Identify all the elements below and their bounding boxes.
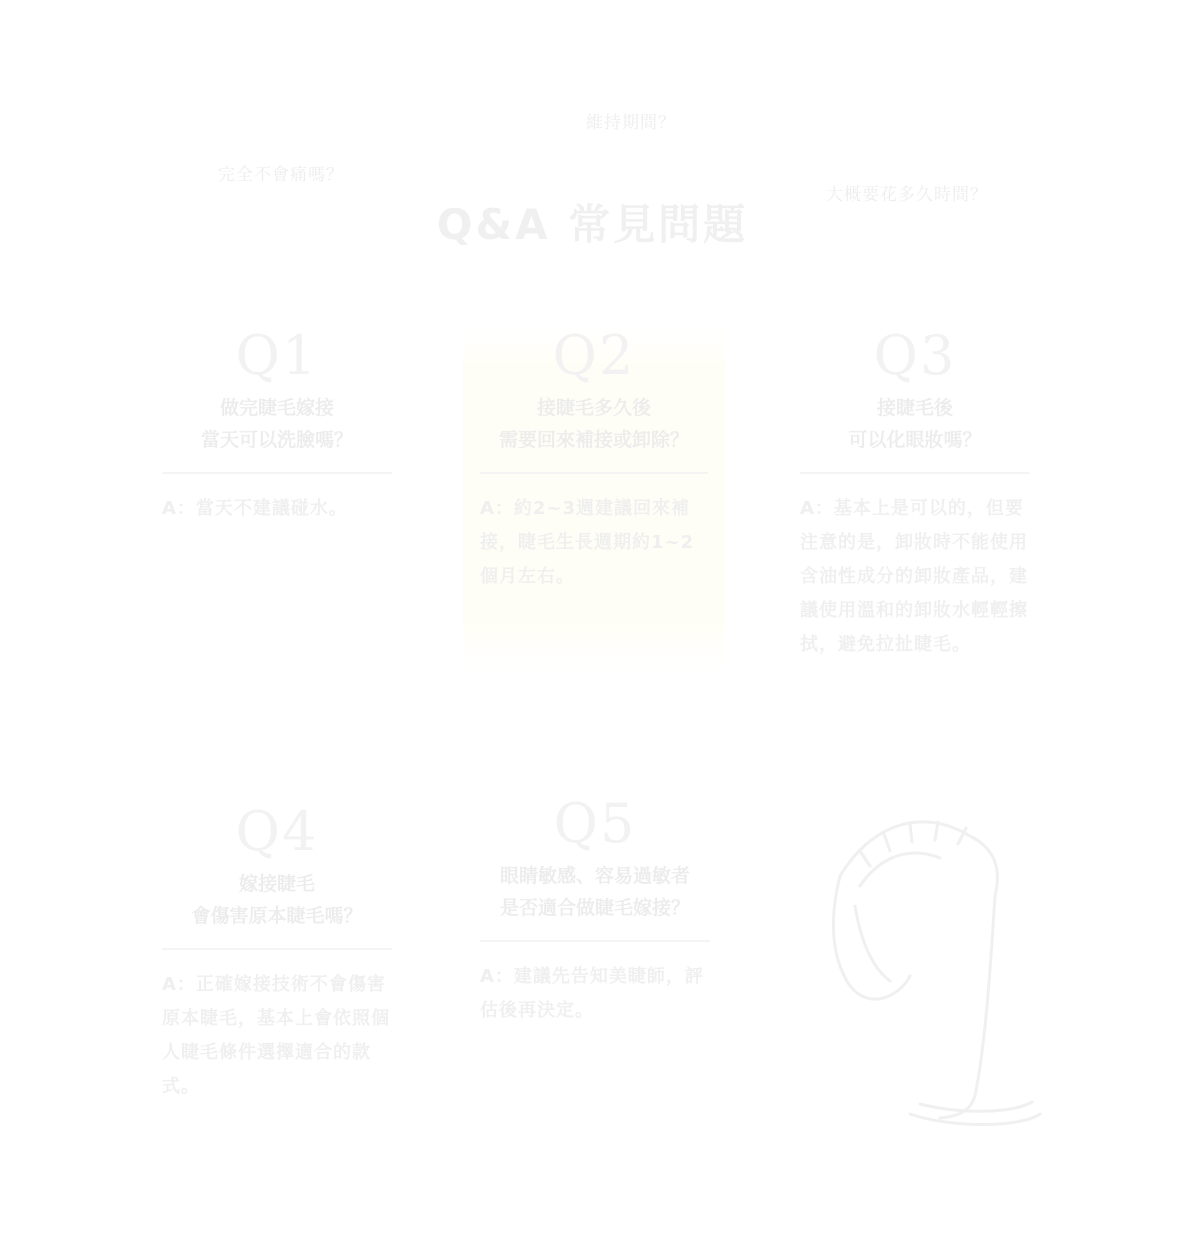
floating-question-top: 維持期間？ <box>586 113 676 133</box>
faq-card-2 <box>463 324 725 674</box>
faq-card-1 <box>162 324 392 526</box>
faq-answer: A：當天不建議碰水。 <box>162 498 348 519</box>
faq-divider <box>800 472 1030 474</box>
faq-number: Q1 <box>235 324 319 387</box>
faq-number: Q5 <box>553 792 637 855</box>
faq-divider <box>480 472 708 474</box>
faq-question: 嫁接睫毛 會傷害原本睫毛嗎？ <box>191 873 363 927</box>
faq-card-3 <box>800 324 1030 662</box>
faq-question: 眼睛敏感、容易過敏者 是否適合做睫毛嫁接？ <box>499 865 690 919</box>
faq-divider <box>162 948 392 950</box>
faq-question: 接睫毛後 可以化眼妝嗎？ <box>848 397 982 451</box>
faq-number: Q3 <box>873 324 957 387</box>
faq-card-4 <box>162 800 392 1104</box>
floating-question-left: 完全不會痛嗎？ <box>218 165 344 185</box>
faq-answer: A：基本上是可以的，但要注意的是，卸妝時不能使用含油性成分的卸妝產品，建議使用溫和的卸妝水輕輕擦拭，避免拉扯睫毛。 <box>800 498 1028 655</box>
faq-answer: A：約2~3週建議回來補接，睫毛生長週期約1~2個月左右。 <box>480 498 695 587</box>
faq-number: Q2 <box>552 324 636 387</box>
eyelash-lamp-illustration-icon <box>800 796 1060 1146</box>
faq-answer: A：正確嫁接技術不會傷害原本睫毛，基本上會依照個人睫毛條件選擇適合的款式。 <box>162 974 390 1097</box>
faq-question: 接睫毛多久後 需要回來補接或卸除？ <box>498 397 689 451</box>
faq-answer: A：建議先告知美睫師，評估後再決定。 <box>480 966 704 1021</box>
faq-divider <box>162 472 392 474</box>
faq-divider <box>480 940 710 942</box>
faq-number: Q4 <box>235 800 319 863</box>
faq-card-5 <box>480 792 710 1028</box>
section-title: Q&A 常見問題 <box>436 200 749 249</box>
floating-question-right: 大概要花多久時間？ <box>826 185 988 205</box>
faq-question: 做完睫毛嫁接 當天可以洗臉嗎？ <box>200 397 353 451</box>
